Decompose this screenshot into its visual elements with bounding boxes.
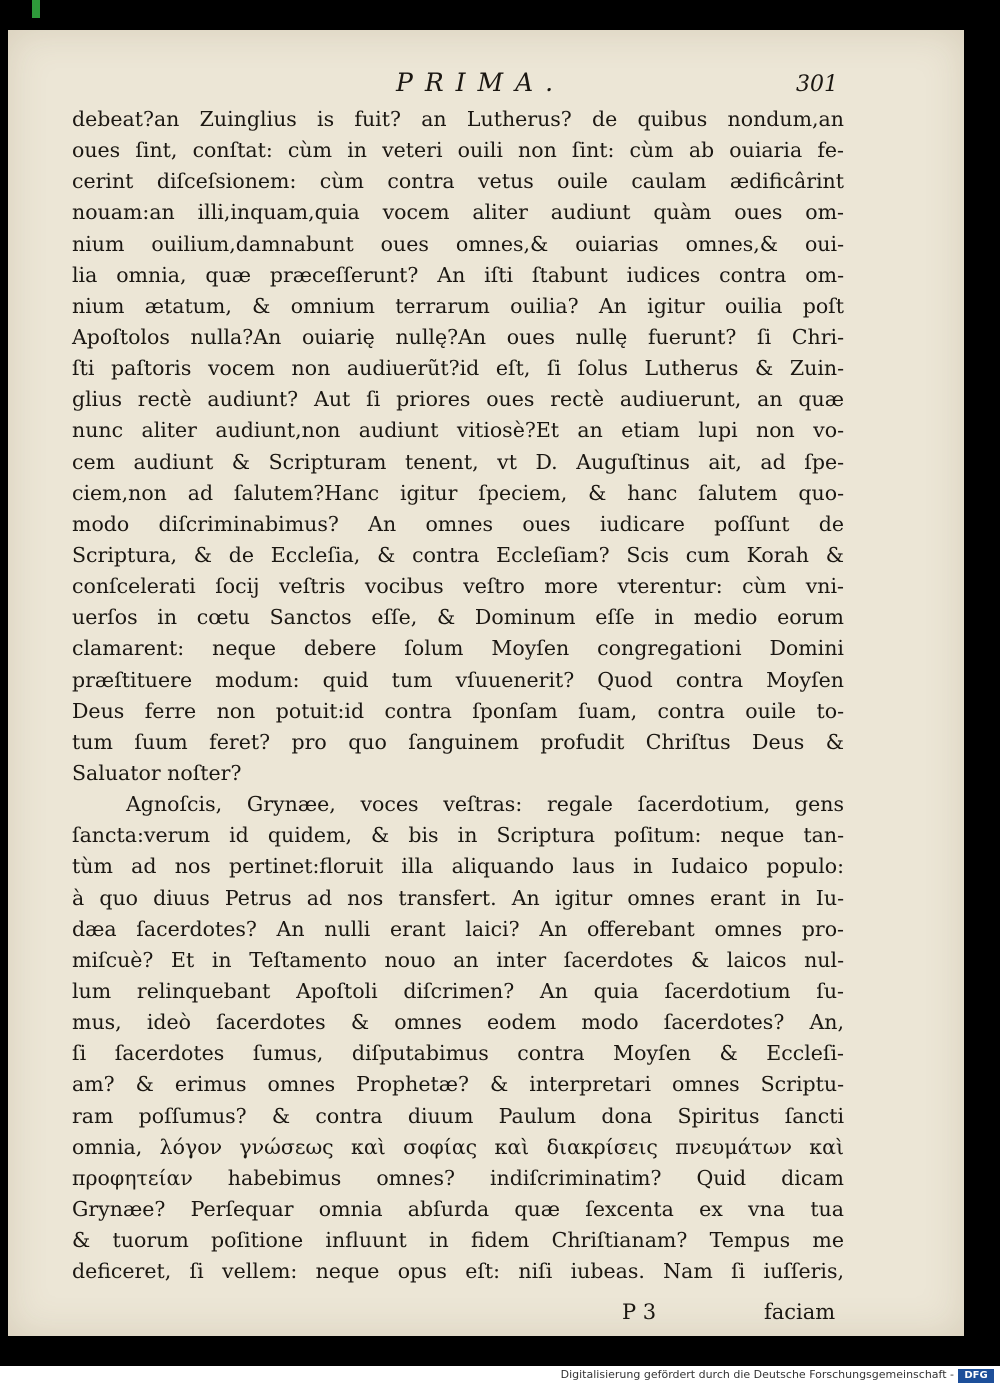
text-line-8: Apoſtolos nulla?An ouiarię nullę?An oues nullę fuerunt? ſi Chri- bbox=[72, 324, 844, 349]
text-line-12: cem audiunt & Scripturam tenent, vt D. Auguſtinus ait, ad ſpe- bbox=[72, 449, 844, 474]
text-line-30: mus, ideò ſacerdotes & omnes eodem modo ſacerdotes? An, bbox=[72, 1010, 844, 1035]
text-line-25: tùm ad nos pertinet:floruit illa aliquando laus in Iudaico populo: bbox=[72, 854, 844, 879]
dfg-logo: DFG bbox=[958, 1369, 994, 1383]
text-line-37: & tuorum poſitione influunt in fidem Chriſtianam? Tempus me bbox=[72, 1228, 844, 1253]
text-line-34: omnia, λόγον γνώσεως καὶ σοφίας καὶ διακρίσεις πνευμάτων καὶ bbox=[72, 1134, 844, 1159]
text-line-31: ſi ſacerdotes ſumus, diſputabimus contra Moyſen & Eccleſi- bbox=[72, 1041, 844, 1066]
text-line-2: oues ſint, conſtat: cùm in veteri ouili non ſint: cùm ab ouiaria fe- bbox=[72, 138, 844, 163]
green-tab-marker bbox=[32, 0, 40, 18]
text-line-29: lum relinquebant Apoſtoli diſcrimen? An quia ſacerdotium ſu- bbox=[72, 978, 844, 1003]
text-line-19: præſtituere modum: quid tum vſuuenerit? Quod contra Moyſen bbox=[72, 667, 844, 692]
funding-notice: Digitalisierung gefördert durch die Deutsche Forschungsgemeinschaft - bbox=[560, 1368, 954, 1381]
text-line-5: nium ouilium,damnabunt oues omnes,& ouiarias omnes,& oui- bbox=[72, 231, 844, 256]
text-line-27: dæa ſacerdotes? An nulli erant laici? An offerebant omnes pro- bbox=[72, 916, 844, 941]
text-line-33: ram poſſumus? & contra diuum Paulum dona Spiritus ſancti bbox=[72, 1103, 844, 1128]
text-line-24: ſancta:verum id quidem, & bis in Scriptura poſitum: neque tan- bbox=[72, 823, 844, 848]
text-line-22: Saluator noſter? bbox=[72, 760, 242, 785]
text-line-14: modo diſcriminabimus? An omnes oues iudicare poſſunt de bbox=[72, 511, 844, 536]
text-line-35: προφητείαν habebimus omnes? indiſcriminatim? Quid dicam bbox=[72, 1165, 844, 1190]
text-line-13: ciem,non ad ſalutem?Hanc igitur ſpeciem, & hanc ſalutem quo- bbox=[72, 480, 844, 505]
text-line-21: tum ſuum feret? pro quo ſanguinem profudit Chriſtus Deus & bbox=[72, 729, 844, 754]
text-line-36: Grynæe? Perſequar omnia abſurda quæ ſexcenta ex vna tua bbox=[72, 1196, 844, 1221]
text-line-7: nium ætatum, & omnium terrarum ouilia? An igitur ouilia poſt bbox=[72, 293, 844, 318]
text-line-6: lia omnia, quæ præceſſerunt? An iſti ſtabunt iudices contra om- bbox=[72, 262, 844, 287]
text-line-26: à quo diuus Petrus ad nos transfert. An igitur omnes erant in Iu- bbox=[72, 885, 844, 910]
signature-mark: P 3 bbox=[622, 1300, 657, 1324]
text-line-9: ſti paſtoris vocem non audiuerũt?id eſt, ſi ſolus Lutherus & Zuin- bbox=[72, 356, 844, 381]
text-line-1: debeat?an Zuinglius is fuit? an Lutherus? de quibus nondum,an bbox=[72, 107, 844, 131]
text-line-3: cerint diſceſsionem: cùm contra vetus ouile caulam ædificârint bbox=[72, 169, 844, 194]
text-line-16: conſcelerati ſocij veſtris vocibus veſtro more vterentur: cùm vni- bbox=[72, 574, 844, 599]
book-page bbox=[8, 30, 964, 1336]
text-line-38: deficeret, ſi vellem: neque opus eſt: niſi iubeas. Nam ſi iuſſeris, bbox=[72, 1259, 844, 1284]
text-line-17: uerſos in cœtu Sanctos eſſe, & Dominum eſſe in medio eorum bbox=[72, 605, 844, 630]
text-line-18: clamarent: neque debere ſolum Moyſen congregationi Domini bbox=[72, 636, 844, 661]
page-number: 301 bbox=[796, 72, 838, 97]
text-line-20: Deus ferre non potuit:id contra ſponſam ſuam, contra ouile to- bbox=[72, 698, 844, 723]
text-line-32: am? & erimus omnes Prophetæ? & interpretari omnes Scriptu- bbox=[72, 1072, 844, 1097]
text-line-23: Agnoſcis, Grynæe, voces veſtras: regale ſacerdotium, gens bbox=[126, 792, 844, 817]
text-line-4: nouam:an illi,inquam,quia vocem aliter audiunt quàm oues om- bbox=[72, 200, 844, 225]
text-line-28: miſcuè? Et in Teſtamento nouo an inter ſacerdotes & laicos nul- bbox=[72, 947, 844, 972]
text-line-10: glius rectè audiunt? Aut ſi priores oues rectè audiuerunt, an quæ bbox=[72, 387, 844, 412]
running-head: PRIMA. bbox=[396, 68, 566, 97]
text-line-11: nunc aliter audiunt,non audiunt vitiosè?Et an etiam lupi non vo- bbox=[72, 418, 844, 443]
footer-bar bbox=[0, 1366, 1000, 1387]
text-line-15: Scriptura, & de Eccleſia, & contra Eccleſiam? Scis cum Korah & bbox=[72, 542, 844, 567]
catchword: faciam bbox=[764, 1300, 836, 1324]
body-text bbox=[72, 104, 844, 1287]
